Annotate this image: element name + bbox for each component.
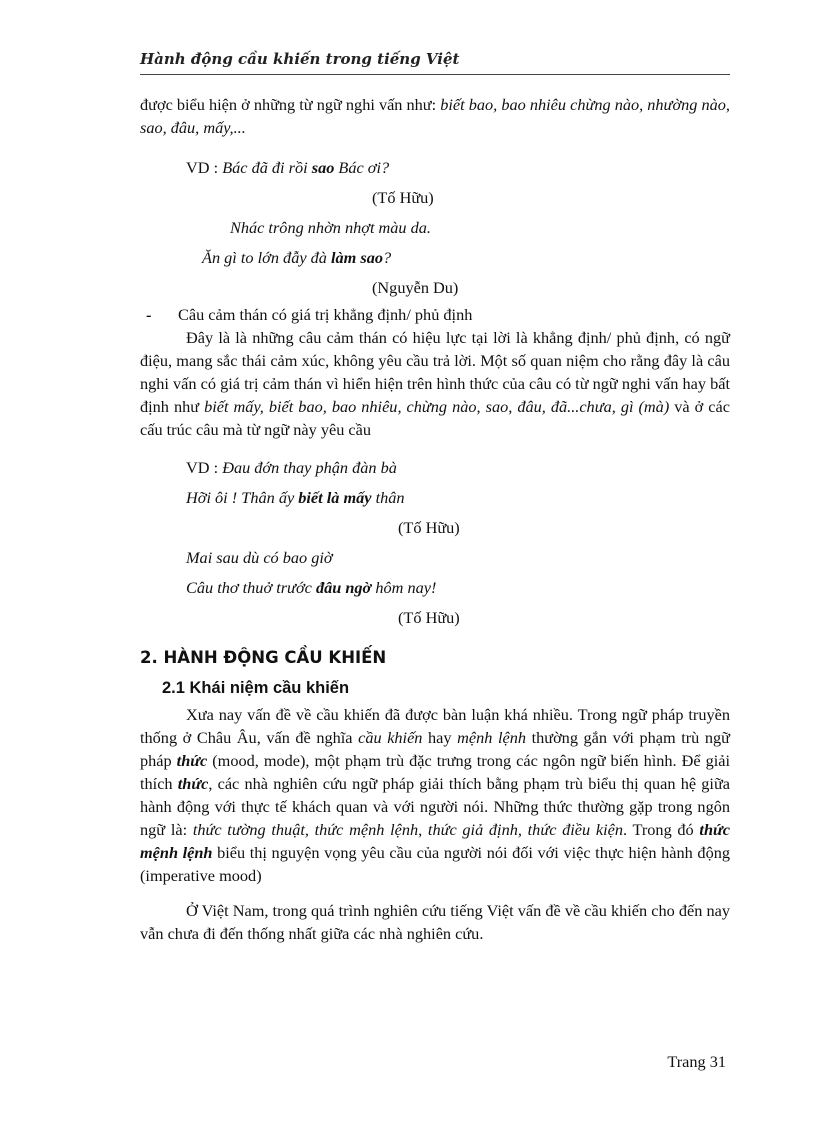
paragraph-vietnam: Ở Việt Nam, trong quá trình nghiên cứu tiếng Việt vấn đề về cầu khiến cho đến nay vẫn chưa đi đến thống nhất giữa các nhà nghiên cứu. [140, 901, 730, 943]
page-body [140, 93, 730, 945]
example2-source1: (Tố Hữu) [398, 518, 460, 537]
intro-italic: biết bao, bao nhiêu chừng nào, nhường nào, sao, đâu, mấy,... [140, 95, 730, 137]
bullet-item: - Câu cảm thán có giá trị khẳng định/ phủ định [146, 305, 473, 324]
paragraph-definition: Xưa nay vấn đề về cầu khiến đã được bàn luận khá nhiều. Trong ngữ pháp truyền thống ở Châu Âu, vấn đề nghĩa cầu khiến hay mệnh lệnh thường gắn với phạm trù ngữ pháp thức (mood, mode), một phạm trù đặc trưng trong các ngôn ngữ biến hình. Để giải thích thức, các nhà nghiên cứu ngữ pháp giải thích bằng phạm trù biểu thị quan hệ giữa hành động với thực tế khách quan và với người nói. Những thức thường gặp trong ngôn ngữ là: thức tường thuật, thức mệnh lệnh, thức giả định, thức điều kiện. Trong đó thức mệnh lệnh biểu thị nguyện vọng yêu cầu của người nói đối với việc thực hiện hành động (imperative mood) [140, 705, 731, 885]
page-number: Trang 31 [667, 1052, 726, 1071]
running-header: Hành động cầu khiến trong tiếng Việt [140, 50, 460, 68]
example1-line3: Ăn gì to lớn đẫy đà làm sao? [202, 248, 392, 267]
intro-paragraph: được biểu hiện ở những từ ngữ nghi vấn như: biết bao, bao nhiêu chừng nào, nhường nào, sao, đâu, mấy,... [140, 95, 730, 137]
example1-source1: (Tố Hữu) [372, 188, 434, 207]
header-rule [140, 74, 730, 75]
example1-line1: VD : Bác đã đi rồi sao Bác ơi? [186, 158, 390, 177]
paragraph-exclamative: Đây là là những câu cảm thán có hiệu lực tại lời là khẳng định/ phủ định, có ngữ điệu, mang sắc thái cảm xúc, không yêu cầu trả lời. Một số quan niệm cho rằng đây là câu nghi vấn có giá trị cảm thán vì hiển hiện trên hình thức của câu có từ ngữ nghi vấn hay bất định như biết mấy, biết bao, bao nhiêu, chừng nào, sao, đâu, đã...chưa, gì (mà) và ở các cấu trúc câu mà từ ngữ này yêu cầu [140, 328, 730, 439]
example1-line2: Nhác trông nhờn nhợt màu da. [230, 218, 431, 237]
example1-source2: (Nguyễn Du) [372, 278, 459, 297]
example2-line1: VD : Đau đớn thay phận đàn bà [186, 458, 397, 477]
example2-line2: Hỡi ôi ! Thân ấy biết là mấy thân [186, 488, 405, 507]
example2-line3: Mai sau dù có bao giờ [186, 548, 333, 567]
example2-line4: Câu thơ thuở trước đâu ngờ hôm nay! [186, 578, 437, 597]
section-heading-2-1: 2.1 Khái niệm cầu khiến [162, 679, 350, 697]
bullet-dash: - [146, 305, 152, 324]
section-heading-2: 2. HÀNH ĐỘNG CẦU KHIẾN [140, 648, 387, 667]
example2-source2: (Tố Hữu) [398, 608, 460, 627]
